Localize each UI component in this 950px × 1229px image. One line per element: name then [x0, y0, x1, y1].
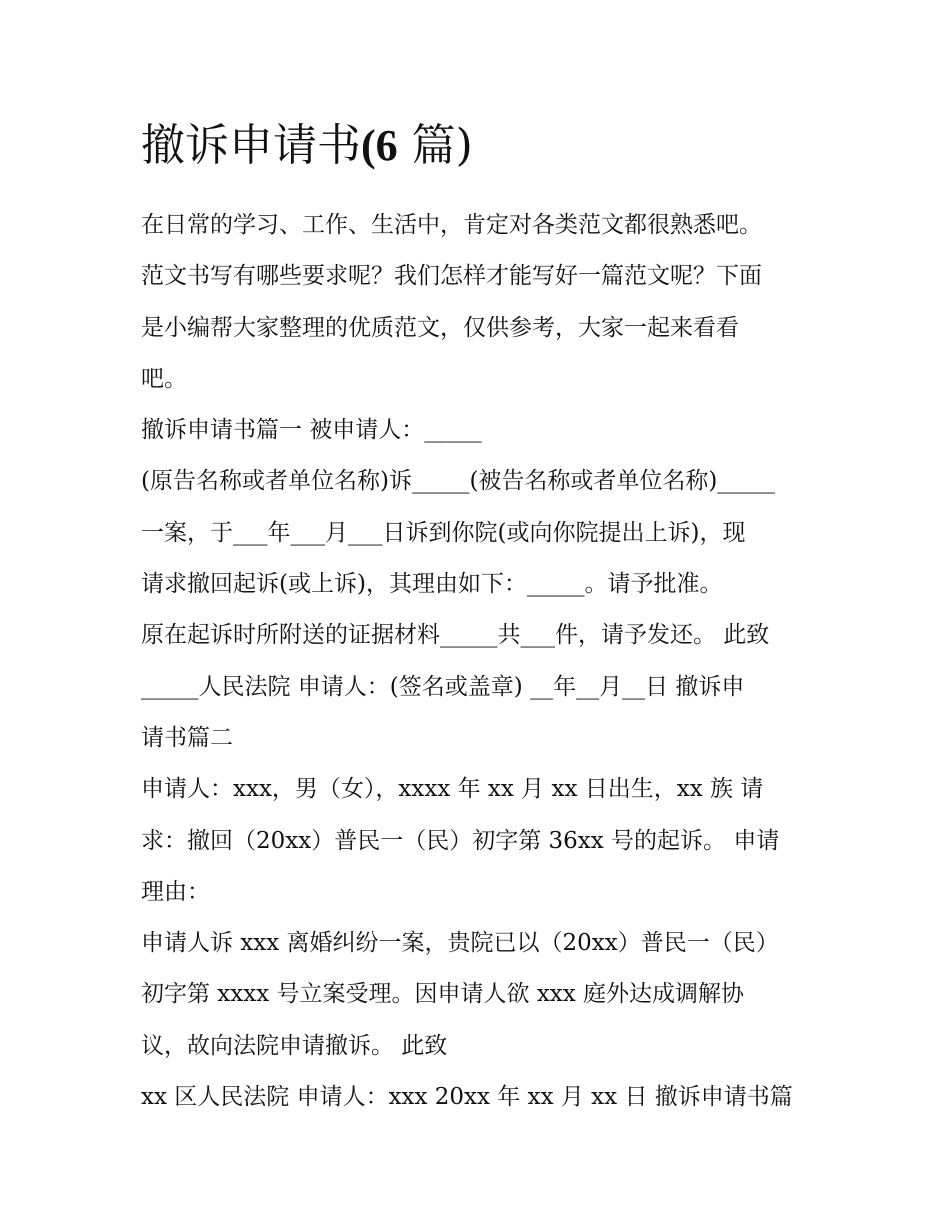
body-line: 是小编帮大家整理的优质范文，仅供参考，大家一起来看看: [141, 314, 739, 341]
document-body: [141, 200, 821, 1123]
body-line: 申请人：xxx，男（女），xxxx 年 xx 月 xx 日出生，xx 族 请: [141, 776, 764, 803]
title-count: (6: [361, 121, 398, 170]
body-line: 撤诉申请书篇一 被申请人：_____: [141, 417, 482, 444]
body-line: 请书篇二: [141, 724, 233, 751]
body-line: 一案，于___年___月___日诉到你院(或向你院提出上诉)，现: [141, 519, 746, 546]
body-line: 理由：: [141, 878, 210, 905]
body-line: 求：撤回（20xx）普民一（民）初字第 36xx 号的起诉。 申请: [141, 827, 780, 854]
body-line: 范文书写有哪些要求呢？我们怎样才能写好一篇范文呢？下面: [141, 263, 762, 290]
body-line: 原在起诉时所附送的证据材料_____共___件，请予发还。 此致: [141, 622, 770, 649]
body-line: 申请人诉 xxx 离婚纠纷一案，贵院已以（20xx）普民一（民）: [141, 930, 779, 957]
body-line: 吧。: [141, 365, 187, 392]
body-line: _____人民法院 申请人：(签名或盖章) __年__月__日 撤诉申: [141, 673, 745, 700]
title-unit: 篇): [411, 120, 473, 171]
body-line: 在日常的学习、工作、生活中，肯定对各类范文都很熟悉吧。: [141, 212, 762, 238]
body-line: 请求撤回起诉(或上诉)，其理由如下：_____。请予批准。: [141, 571, 723, 598]
document-title: [141, 116, 473, 176]
body-line: (原告名称或者单位名称)诉_____(被告名称或者单位名称)_____: [141, 468, 775, 495]
body-line: 初字第 xxxx 号立案受理。因申请人欲 xxx 庭外达成调解协: [141, 981, 745, 1008]
title-main: 撤诉申请书: [141, 120, 361, 171]
body-line: xx 区人民法院 申请人：xxx 20xx 年 xx 月 xx 日 撤诉申请书篇: [141, 1084, 793, 1111]
body-line: 议，故向法院申请撤诉。 此致: [141, 1032, 448, 1059]
